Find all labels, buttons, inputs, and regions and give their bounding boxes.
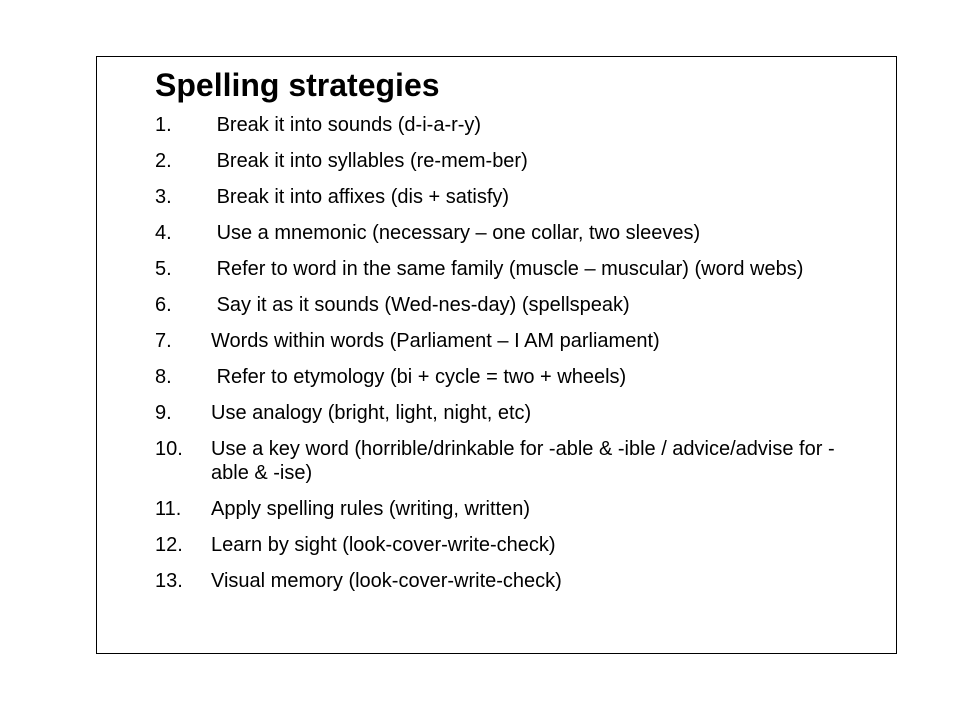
item-number: 1. <box>155 114 172 136</box>
item-number: 9. <box>155 402 172 424</box>
item-number: 7. <box>155 330 172 352</box>
list-item <box>155 293 855 317</box>
item-text: Use a mnemonic (necessary – one collar, two sleeves) <box>211 222 701 244</box>
item-text: Words within words (Parliament – I AM parliament) <box>211 330 660 352</box>
item-number: 10. <box>155 438 183 460</box>
item-number: 6. <box>155 294 172 316</box>
list-item <box>155 149 855 173</box>
list-item <box>155 497 855 521</box>
item-number: 2. <box>155 150 172 172</box>
list-item <box>155 365 855 389</box>
item-text: Apply spelling rules (writing, written) <box>211 498 531 520</box>
list-item <box>155 185 855 209</box>
item-text: Visual memory (look-cover-write-check) <box>211 570 562 592</box>
item-text: Say it as it sounds (Wed-nes-day) (spellspeak) <box>211 294 630 316</box>
list-item <box>155 257 855 281</box>
item-text: Learn by sight (look-cover-write-check) <box>211 534 556 556</box>
item-number: 8. <box>155 366 172 388</box>
strategy-list <box>155 113 855 605</box>
list-item <box>155 569 855 593</box>
list-item <box>155 437 855 485</box>
item-number: 13. <box>155 570 183 592</box>
item-number: 12. <box>155 534 183 556</box>
list-item <box>155 329 855 353</box>
slide-title: Spelling strategies <box>155 67 440 103</box>
list-item <box>155 401 855 425</box>
item-text: Break it into syllables (re-mem-ber) <box>211 150 528 172</box>
item-text: Break it into sounds (d-i-a-r-y) <box>211 114 482 136</box>
item-number: 11. <box>155 498 182 520</box>
item-text: Refer to word in the same family (muscle – muscular) (word webs) <box>211 258 804 280</box>
item-number: 4. <box>155 222 172 244</box>
item-number: 3. <box>155 186 172 208</box>
item-number: 5. <box>155 258 172 280</box>
list-item <box>155 113 855 137</box>
list-item <box>155 533 855 557</box>
item-text: Use analogy (bright, light, night, etc) <box>211 402 532 424</box>
item-text: Refer to etymology (bi + cycle = two + wheels) <box>211 366 627 388</box>
item-text: Break it into affixes (dis + satisfy) <box>211 186 510 208</box>
item-text: Use a key word (horrible/drinkable for -able & -ible / advice/advise for -able & -ise) <box>211 438 835 484</box>
list-item <box>155 221 855 245</box>
